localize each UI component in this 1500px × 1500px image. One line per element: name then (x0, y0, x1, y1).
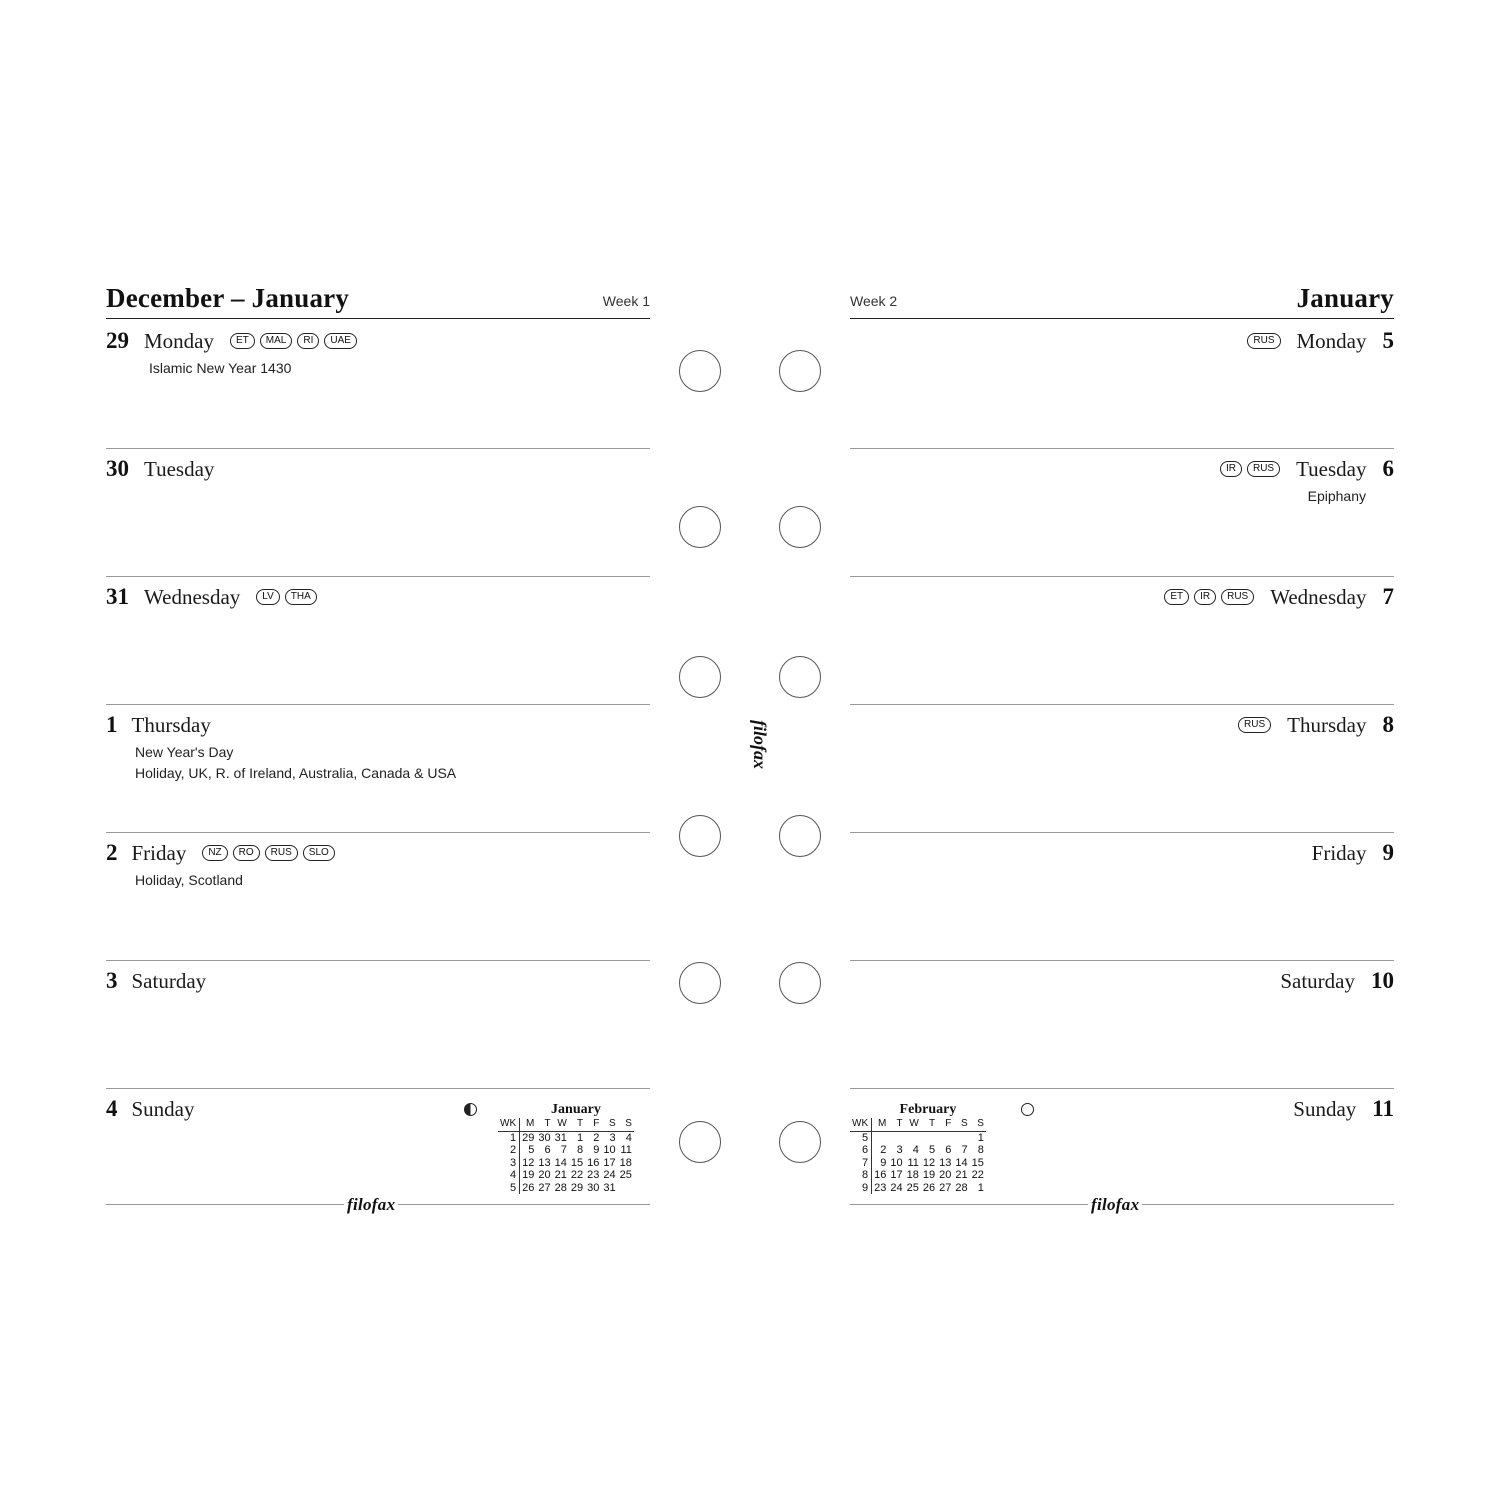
country-badges (1238, 717, 1271, 733)
country-badges (1164, 589, 1254, 605)
day-number: 11 (1372, 1096, 1394, 1121)
mini-calendar-header: T (921, 1118, 937, 1131)
day-heading (1164, 584, 1394, 610)
country-badge: ET (230, 333, 255, 349)
mini-calendar-week: 2 (498, 1144, 520, 1157)
mini-calendar-row (498, 1157, 634, 1170)
day-block-left-5[interactable] (106, 960, 650, 1089)
mini-calendar-cell: 22 (971, 1169, 984, 1181)
mini-calendar-cell: 13 (538, 1156, 551, 1169)
mini-calendar-cell: 8 (977, 1144, 984, 1156)
mini-calendar-cell: 5 (928, 1144, 936, 1156)
mini-calendar-cell: 15 (971, 1156, 984, 1169)
mini-calendar-cell: 1 (977, 1131, 984, 1144)
country-badges (1247, 333, 1280, 349)
mini-calendar-cell: 29 (522, 1131, 535, 1144)
country-badge: RO (233, 845, 260, 861)
day-name: Friday (131, 840, 187, 865)
day-heading (1220, 456, 1394, 482)
mini-calendar-cell: 12 (522, 1156, 535, 1169)
mini-calendar-cell: 21 (955, 1169, 968, 1181)
mini-calendar-cell: 11 (620, 1144, 632, 1156)
mini-calendar-cell: 16 (874, 1169, 887, 1181)
day-note: New Year's Day (135, 744, 234, 760)
country-badge: RI (297, 333, 319, 349)
day-block-left-4[interactable] (106, 832, 650, 961)
mini-calendar-cell (953, 1131, 969, 1144)
day-block-left-3[interactable] (106, 704, 650, 833)
mini-calendar-cell: 29 (570, 1181, 584, 1194)
mini-calendar-cell: 24 (890, 1181, 903, 1194)
ring-hole (679, 506, 721, 548)
mini-calendar-cell: 7 (961, 1144, 968, 1156)
day-name: Tuesday (1296, 456, 1367, 481)
mini-calendar-row (850, 1131, 986, 1144)
mini-calendar-cell: 10 (890, 1156, 903, 1169)
country-badges (202, 845, 334, 861)
mini-calendar-header: S (970, 1118, 986, 1131)
day-block-left-1[interactable] (106, 448, 650, 577)
mini-calendar-cell: 7 (560, 1144, 567, 1156)
mini-calendar-header: T (569, 1118, 585, 1131)
day-number: 30 (106, 456, 129, 481)
ring-hole (779, 815, 821, 857)
mini-calendar-cell: 20 (939, 1169, 952, 1181)
mini-calendar-cell: 13 (939, 1156, 952, 1169)
mini-calendar-cell: 26 (922, 1181, 936, 1194)
mini-calendar-header-row (850, 1118, 986, 1131)
country-badge: RUS (1247, 461, 1280, 477)
mini-calendar-grid (498, 1118, 634, 1194)
day-name: Wednesday (1270, 584, 1367, 609)
day-heading (1293, 1096, 1394, 1122)
mini-calendar-header-row (498, 1118, 634, 1131)
mini-calendar-row (498, 1131, 634, 1144)
day-number: 29 (106, 328, 129, 353)
mini-calendar-january (498, 1102, 634, 1194)
day-notes (1308, 486, 1366, 507)
mini-calendar-cell: 4 (625, 1131, 632, 1144)
day-block-right-1[interactable] (850, 448, 1394, 577)
day-number: 6 (1382, 456, 1394, 481)
mini-calendar-header: WK (498, 1118, 520, 1131)
left-page (106, 280, 650, 1225)
country-badge: NZ (202, 845, 227, 861)
ring-hole (679, 962, 721, 1004)
mini-calendar-header: S (601, 1118, 617, 1131)
day-heading (106, 968, 206, 994)
day-block-right-0[interactable] (850, 320, 1394, 449)
mini-calendar-cell: 27 (939, 1181, 952, 1194)
day-name: Friday (1311, 840, 1367, 865)
ring-hole (679, 350, 721, 392)
mini-calendar-cell: 20 (538, 1169, 551, 1181)
mini-calendar-cell: 8 (576, 1144, 584, 1156)
mini-calendar-cell: 25 (619, 1169, 632, 1181)
day-heading (1238, 712, 1394, 738)
mini-calendar-cell: 18 (906, 1169, 919, 1181)
mini-calendar-cell: 1 (977, 1181, 984, 1194)
day-heading (1312, 840, 1394, 866)
country-badge: SLO (303, 845, 335, 861)
country-badge: MAL (260, 333, 293, 349)
day-name: Sunday (131, 1096, 195, 1121)
mini-calendar-cell: 23 (874, 1181, 887, 1194)
mini-calendar-cell: 19 (922, 1169, 936, 1181)
day-number: 8 (1382, 712, 1394, 737)
day-name: Monday (1296, 328, 1367, 353)
mini-calendar-cell: 5 (528, 1144, 535, 1156)
mini-calendar-cell: 2 (880, 1144, 887, 1156)
mini-calendar-cell: 31 (603, 1181, 616, 1194)
mini-calendar-cell: 31 (554, 1131, 567, 1144)
day-block-right-2[interactable] (850, 576, 1394, 705)
mini-calendar-cell: 4 (912, 1144, 919, 1156)
mini-calendar-title: February (899, 1102, 957, 1117)
country-badge: IR (1194, 589, 1216, 605)
mini-calendar-cell: 28 (554, 1181, 567, 1194)
filofax-logo: filofax (1088, 1195, 1142, 1215)
mini-calendar-cell: 3 (896, 1144, 903, 1156)
mini-calendar-row (850, 1157, 986, 1170)
filofax-logo: filofax (344, 1195, 398, 1215)
country-badges (256, 589, 317, 605)
country-badges (1220, 461, 1280, 477)
mini-calendar-cell: 15 (570, 1156, 584, 1169)
day-name: Sunday (1293, 1096, 1357, 1121)
ring-hole (779, 962, 821, 1004)
day-name: Tuesday (144, 456, 215, 481)
country-badge: ET (1164, 589, 1189, 605)
mini-calendar-week: 1 (498, 1131, 520, 1144)
mini-calendar-row (850, 1144, 986, 1157)
day-number: 3 (106, 968, 118, 993)
mini-calendar-cell: 3 (609, 1131, 616, 1144)
day-name: Wednesday (144, 584, 241, 609)
mini-calendar-cell: 17 (603, 1156, 616, 1169)
day-block-right-4[interactable] (850, 832, 1394, 961)
mini-calendar-cell: 25 (906, 1181, 919, 1194)
day-number: 4 (106, 1096, 118, 1121)
day-heading (106, 840, 335, 866)
right-page-header (850, 280, 1394, 319)
mini-calendar-grid (850, 1118, 986, 1194)
mini-calendar-cell: 26 (522, 1181, 535, 1194)
mini-calendar-header: S (618, 1118, 634, 1131)
mini-calendar-week: 5 (498, 1182, 520, 1195)
mini-calendar-cell: 9 (593, 1144, 600, 1156)
mini-calendar-title: January (551, 1102, 601, 1117)
moon-phase-first-quarter-icon (464, 1103, 477, 1116)
day-number: 9 (1382, 840, 1394, 865)
day-number: 31 (106, 584, 129, 609)
mini-calendar-header: T (888, 1118, 904, 1131)
country-badge: THA (285, 589, 317, 605)
day-number: 7 (1382, 584, 1394, 609)
mini-calendar-week: 8 (850, 1169, 872, 1182)
day-name: Monday (144, 328, 214, 353)
left-week-label: Week 1 (602, 293, 650, 309)
mini-calendar-week: 3 (498, 1157, 520, 1170)
mini-calendar-row (850, 1169, 986, 1182)
mini-calendar-cell (888, 1131, 904, 1144)
mini-calendar-cell (618, 1182, 634, 1195)
mini-calendar-cell: 30 (538, 1131, 551, 1144)
day-heading (106, 328, 357, 354)
spine-filofax-logo: filofax (750, 720, 770, 769)
mini-calendar-cell: 28 (955, 1181, 968, 1194)
day-name: Thursday (131, 712, 211, 737)
mini-calendar-week: 6 (850, 1144, 872, 1157)
mini-calendar-cell: 6 (544, 1144, 551, 1156)
country-badge: RUS (1221, 589, 1254, 605)
right-page (850, 280, 1394, 1225)
mini-calendar-cell: 9 (880, 1156, 887, 1169)
day-heading (1280, 968, 1394, 994)
mini-calendar-cell (872, 1131, 889, 1144)
ring-hole (779, 1121, 821, 1163)
day-notes (135, 870, 243, 891)
day-block-left-0[interactable] (106, 320, 650, 449)
ring-hole (679, 656, 721, 698)
country-badges (230, 333, 357, 349)
ring-hole (679, 1121, 721, 1163)
mini-calendar-header: F (937, 1118, 953, 1131)
ring-hole (779, 506, 821, 548)
mini-calendar-cell: 12 (922, 1156, 936, 1169)
mini-calendar-cell: 30 (587, 1181, 600, 1194)
mini-calendar-week: 9 (850, 1182, 872, 1195)
mini-calendar-week: 4 (498, 1169, 520, 1182)
day-name: Thursday (1287, 712, 1367, 737)
country-badge: RUS (1247, 333, 1280, 349)
mini-calendar-header: M (872, 1118, 889, 1131)
mini-calendar-header: T (536, 1118, 552, 1131)
mini-calendar-cell: 6 (945, 1144, 952, 1156)
day-note: Islamic New Year 1430 (149, 360, 292, 376)
left-month-title: December – January (106, 283, 350, 313)
day-heading (106, 584, 317, 610)
mini-calendar-cell: 18 (619, 1156, 632, 1169)
right-month-title: January (1296, 283, 1394, 313)
day-heading (1247, 328, 1394, 354)
country-badge: RUS (1238, 717, 1271, 733)
mini-calendar-cell: 23 (587, 1169, 600, 1181)
country-badge: RUS (265, 845, 298, 861)
mini-calendar-week: 5 (850, 1131, 872, 1144)
mini-calendar-cell: 27 (538, 1181, 551, 1194)
day-heading (106, 456, 214, 482)
mini-calendar-cell: 14 (554, 1156, 567, 1169)
mini-calendar-row (498, 1144, 634, 1157)
day-name: Saturday (131, 968, 207, 993)
country-badge: UAE (324, 333, 357, 349)
day-block-right-3[interactable] (850, 704, 1394, 833)
mini-calendar-cell (937, 1131, 953, 1144)
mini-calendar-row (498, 1182, 634, 1195)
day-block-right-5[interactable] (850, 960, 1394, 1089)
day-name: Saturday (1280, 968, 1355, 993)
ring-hole (779, 656, 821, 698)
country-badge: LV (256, 589, 280, 605)
day-block-left-2[interactable] (106, 576, 650, 705)
mini-calendar-cell: 24 (603, 1169, 616, 1181)
mini-calendar-cell: 1 (576, 1131, 584, 1144)
mini-calendar-cell: 21 (554, 1169, 567, 1181)
mini-calendar-header: F (585, 1118, 601, 1131)
mini-calendar-cell: 11 (907, 1156, 919, 1169)
left-page-header (106, 280, 650, 319)
mini-calendar-cell: 10 (603, 1144, 616, 1156)
day-heading (106, 712, 211, 738)
mini-calendar-cell: 14 (955, 1156, 968, 1169)
mini-calendar-cell (905, 1131, 921, 1144)
day-notes (135, 742, 456, 784)
mini-calendar-cell (921, 1131, 937, 1144)
mini-calendar-cell: 19 (522, 1169, 535, 1181)
mini-calendar-cell: 22 (570, 1169, 584, 1181)
mini-calendar-row (498, 1169, 634, 1182)
right-week-label: Week 2 (850, 293, 898, 309)
ring-hole (679, 815, 721, 857)
mini-calendar-cell: 17 (890, 1169, 903, 1181)
mini-calendar-header: S (953, 1118, 969, 1131)
mini-calendar-header: W (905, 1118, 921, 1131)
mini-calendar-row (850, 1182, 986, 1195)
day-number: 1 (106, 712, 118, 737)
mini-calendar-february (850, 1102, 986, 1194)
day-notes (149, 358, 291, 379)
day-heading (106, 1096, 195, 1122)
moon-phase-full-moon-icon (1021, 1103, 1034, 1116)
day-number: 5 (1382, 328, 1394, 353)
day-note: Holiday, UK, R. of Ireland, Australia, Canada & USA (135, 765, 457, 781)
mini-calendar-header: WK (850, 1118, 872, 1131)
day-number: 10 (1371, 968, 1394, 993)
day-number: 2 (106, 840, 118, 865)
ring-hole (779, 350, 821, 392)
mini-calendar-cell: 2 (593, 1131, 600, 1144)
mini-calendar-week: 7 (850, 1157, 872, 1170)
mini-calendar-header: W (553, 1118, 569, 1131)
mini-calendar-header: M (520, 1118, 537, 1131)
country-badge: IR (1220, 461, 1242, 477)
mini-calendar-cell: 16 (587, 1156, 600, 1169)
day-note: Epiphany (1307, 488, 1366, 504)
day-note: Holiday, Scotland (135, 872, 243, 888)
